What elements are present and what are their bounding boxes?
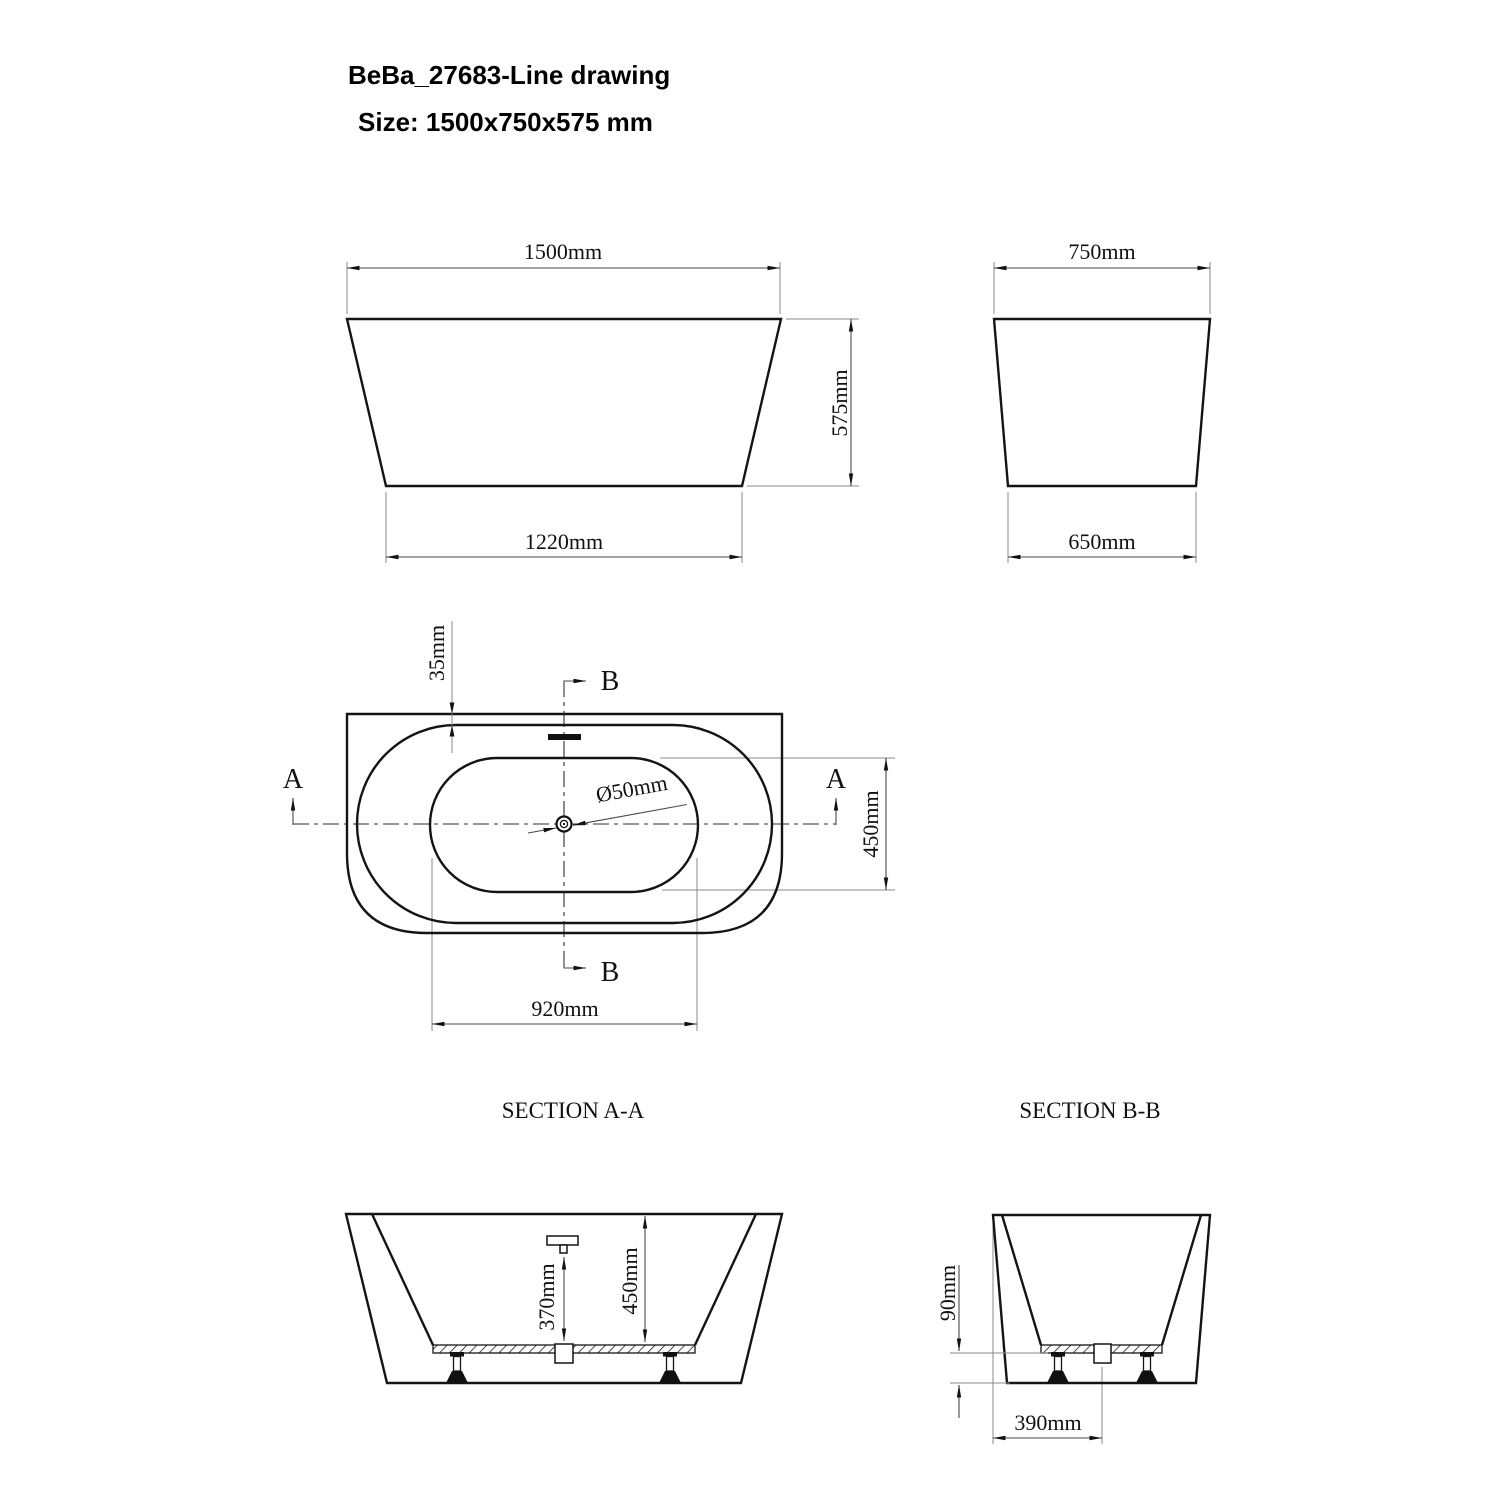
arrow-up-icon	[450, 725, 455, 737]
dim-label-750mm: 750mm	[1068, 239, 1136, 264]
overflow-icon	[548, 734, 581, 740]
extension-lines-width-top	[994, 262, 1210, 314]
dim-drain-offset	[993, 1410, 1102, 1438]
front-elevation-view	[347, 239, 859, 563]
dim-label-50mm: Ø50mm	[593, 769, 670, 808]
dim-inner-depth	[617, 1216, 645, 1342]
dim-basin-width	[858, 758, 886, 890]
page-title: BeBa_27683-Line drawing	[348, 60, 671, 90]
section-aa-title: SECTION A-A	[501, 1098, 645, 1123]
section-aa-overflow-icon	[547, 1236, 578, 1253]
dim-label-920mm: 920mm	[531, 996, 599, 1021]
header	[348, 60, 670, 137]
arrow-down-icon	[450, 703, 455, 715]
dim-overflow-height	[534, 1257, 564, 1341]
side-elevation-view	[994, 239, 1210, 563]
tub-front-outline	[347, 319, 781, 486]
section-bb-drain-box	[1094, 1344, 1111, 1363]
foot-icon	[1047, 1352, 1069, 1383]
dim-label-35mm: 35mm	[424, 624, 449, 682]
section-aa-drain-box	[555, 1344, 573, 1363]
section-a-letter-right: A	[825, 764, 847, 795]
section-bb-title: SECTION B-B	[1019, 1098, 1161, 1123]
tub-side-outline	[994, 319, 1210, 486]
plan-view	[283, 621, 895, 1031]
dim-basin-length	[432, 996, 697, 1024]
foot-icon	[659, 1352, 681, 1383]
section-bb-view	[935, 1098, 1210, 1444]
dim-rim-offset	[424, 621, 454, 753]
extension-lines-width-top	[347, 262, 780, 314]
section-b-letter-top: B	[600, 666, 620, 697]
foot-icon	[446, 1352, 468, 1383]
dim-label-1220mm: 1220mm	[524, 529, 604, 554]
dim-label-1500mm: 1500mm	[523, 239, 603, 264]
dim-label-90mm: 90mm	[935, 1264, 960, 1322]
dim-label-370mm: 370mm	[534, 1263, 559, 1331]
section-b-letter-bottom: B	[600, 957, 620, 988]
drain-icon	[557, 817, 572, 832]
dim-base-height	[935, 1265, 1048, 1418]
section-a-letter-left: A	[282, 764, 304, 795]
foot-icon	[1136, 1352, 1158, 1383]
dim-label-650mm: 650mm	[1068, 529, 1136, 554]
dim-label-575mm: 575mm	[827, 369, 852, 437]
dim-label-450mm: 450mm	[858, 790, 883, 858]
size-subtitle: Size: 1500x750x575 mm	[358, 107, 653, 137]
dim-label-390mm: 390mm	[1014, 1410, 1082, 1435]
dim-label-450mm-depth: 450mm	[617, 1247, 642, 1315]
section-aa-view	[346, 1098, 782, 1383]
section-bb-inner-walls	[1002, 1215, 1201, 1345]
